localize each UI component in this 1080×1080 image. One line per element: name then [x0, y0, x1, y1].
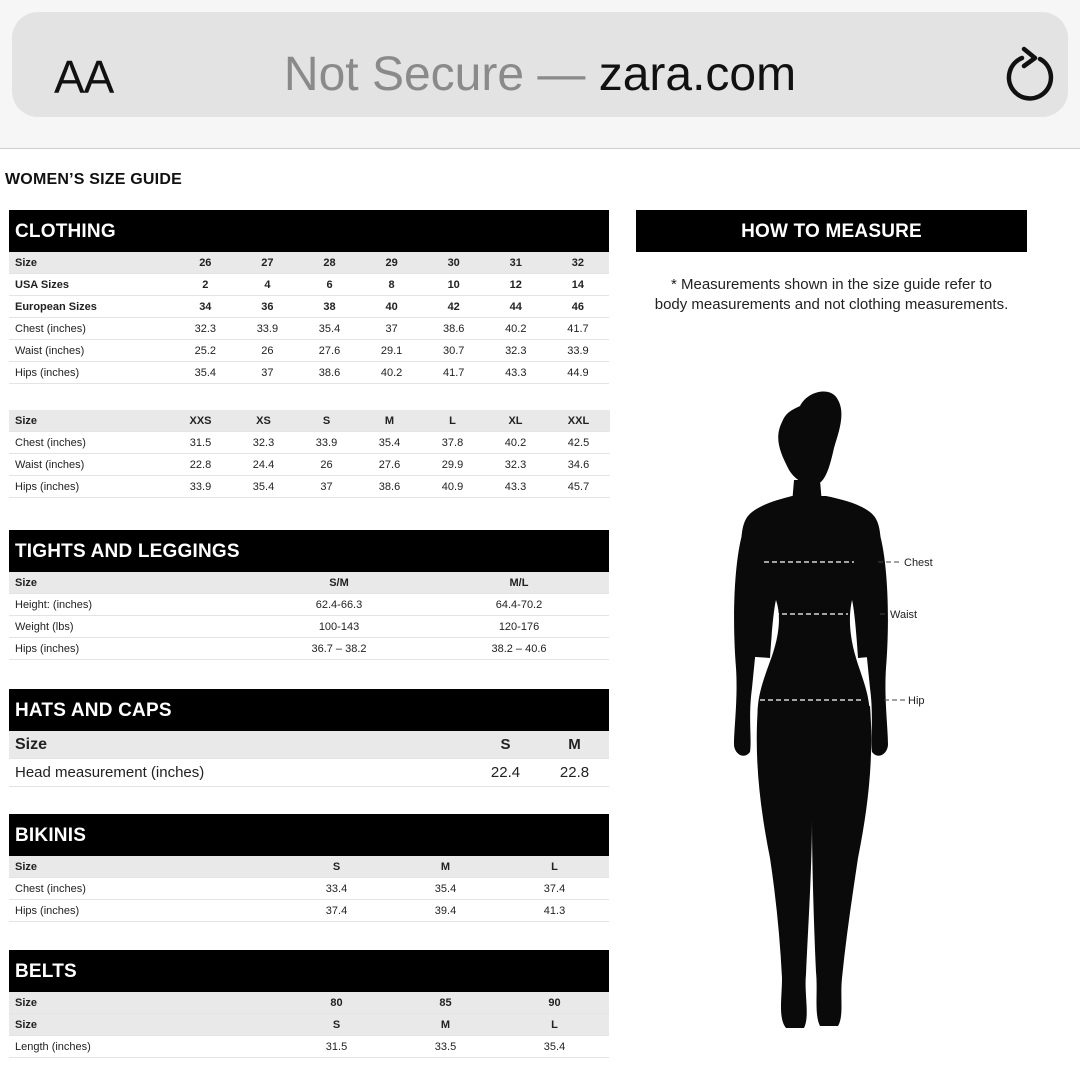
clothing-number-table [9, 252, 609, 384]
clothing-letter-table [9, 410, 610, 498]
url-display[interactable] [12, 47, 1068, 102]
row-label: Size [9, 731, 471, 759]
table-cell: 85 [391, 992, 500, 1014]
table-cell: 26 [236, 340, 298, 362]
row-label: Waist (inches) [9, 454, 169, 476]
table-cell: M [391, 856, 500, 878]
table-cell: 37 [236, 362, 298, 384]
row-label: Head measurement (inches) [9, 759, 471, 787]
table-cell: 36 [236, 296, 298, 318]
measurement-note: * Measurements shown in the size guide refer to body measurements and not clothing measurements. [654, 276, 1009, 313]
table-cell: 33.9 [295, 432, 358, 454]
table-cell: 32.3 [232, 432, 295, 454]
row-label: Hips (inches) [9, 362, 174, 384]
table-cell: 40.2 [361, 362, 423, 384]
table-cell: 80 [282, 992, 391, 1014]
table-cell: L [500, 856, 609, 878]
text-size-button[interactable]: AA [54, 51, 114, 103]
table-row [9, 296, 609, 318]
table-cell: 22.8 [169, 454, 232, 476]
table-cell: 32.3 [174, 318, 236, 340]
row-label: Hips (inches) [9, 900, 282, 922]
table-cell: 38.2 – 40.6 [429, 638, 609, 660]
table-row [9, 1014, 609, 1036]
table-cell: 35.4 [358, 432, 421, 454]
row-label: USA Sizes [9, 274, 174, 296]
table-cell: 33.9 [547, 340, 609, 362]
table-cell: 24.4 [232, 454, 295, 476]
table-cell: XL [484, 410, 547, 432]
belts-section [9, 950, 609, 1058]
table-row [9, 759, 609, 787]
chest-label: Chest [904, 557, 933, 569]
table-cell: 10 [423, 274, 485, 296]
hip-label: Hip [908, 695, 925, 707]
table-cell: XXS [169, 410, 232, 432]
table-row [9, 476, 610, 498]
table-cell: 31.5 [282, 1036, 391, 1058]
table-row [9, 616, 609, 638]
table-cell: 41.7 [423, 362, 485, 384]
table-cell: 29 [361, 252, 423, 274]
table-row [9, 878, 609, 900]
bikinis-table [9, 856, 609, 922]
table-cell: 33.9 [236, 318, 298, 340]
hats-section [9, 689, 609, 787]
table-cell: XS [232, 410, 295, 432]
table-row [9, 638, 609, 660]
row-label: Chest (inches) [9, 432, 169, 454]
table-cell: 43.3 [484, 476, 547, 498]
row-label: Size [9, 410, 169, 432]
address-bar[interactable] [12, 12, 1068, 117]
table-cell: M/L [429, 572, 609, 594]
body-silhouette-figure [730, 388, 960, 1033]
table-cell: 35.4 [174, 362, 236, 384]
table-row [9, 340, 609, 362]
table-cell: 6 [298, 274, 360, 296]
table-cell: 100-143 [249, 616, 429, 638]
row-label: European Sizes [9, 296, 174, 318]
row-label: Chest (inches) [9, 318, 174, 340]
row-label: Length (inches) [9, 1036, 282, 1058]
table-cell: 41.3 [500, 900, 609, 922]
table-cell: 38.6 [423, 318, 485, 340]
bikinis-header: BIKINIS [9, 814, 609, 856]
table-cell: 33.9 [169, 476, 232, 498]
table-cell: 31 [485, 252, 547, 274]
table-cell: L [421, 410, 484, 432]
table-cell: M [540, 731, 609, 759]
reload-icon[interactable] [1002, 46, 1058, 106]
table-cell: 4 [236, 274, 298, 296]
table-cell: S [471, 731, 540, 759]
table-cell: 22.4 [471, 759, 540, 787]
table-cell: 44.9 [547, 362, 609, 384]
table-cell: 32.3 [484, 454, 547, 476]
table-cell: 29.1 [361, 340, 423, 362]
table-cell: 29.9 [421, 454, 484, 476]
table-row [9, 274, 609, 296]
silhouette-icon [734, 391, 888, 1028]
table-cell: 35.4 [391, 878, 500, 900]
table-cell: 40.9 [421, 476, 484, 498]
table-cell: 37.4 [500, 878, 609, 900]
table-cell: S [295, 410, 358, 432]
table-cell: 32.3 [485, 340, 547, 362]
clothing-header: CLOTHING [9, 210, 609, 252]
table-cell: 33.4 [282, 878, 391, 900]
table-row [9, 572, 609, 594]
table-cell: 12 [485, 274, 547, 296]
table-cell: 28 [298, 252, 360, 274]
table-cell: 25.2 [174, 340, 236, 362]
table-cell: 33.5 [391, 1036, 500, 1058]
table-cell: M [358, 410, 421, 432]
table-row [9, 252, 609, 274]
table-cell: 90 [500, 992, 609, 1014]
table-cell: L [500, 1014, 609, 1036]
tights-section [9, 530, 609, 660]
table-cell: 30.7 [423, 340, 485, 362]
table-row [9, 1036, 609, 1058]
table-cell: 2 [174, 274, 236, 296]
row-label: Size [9, 572, 249, 594]
table-row [9, 992, 609, 1014]
row-label: Size [9, 856, 282, 878]
clothing-section [9, 210, 609, 498]
domain-label: zara.com [598, 48, 797, 101]
row-label: Size [9, 252, 174, 274]
row-label: Hips (inches) [9, 476, 169, 498]
table-row [9, 594, 609, 616]
tights-table [9, 572, 609, 660]
table-row [9, 432, 610, 454]
table-cell: 31.5 [169, 432, 232, 454]
table-cell: 37 [361, 318, 423, 340]
table-row [9, 410, 610, 432]
table-row [9, 856, 609, 878]
table-cell: 41.7 [547, 318, 609, 340]
table-cell: XXL [547, 410, 610, 432]
tights-header: TIGHTS AND LEGGINGS [9, 530, 609, 572]
belts-table [9, 992, 609, 1058]
table-cell: 37.4 [282, 900, 391, 922]
table-cell: 37.8 [421, 432, 484, 454]
hats-table [9, 731, 609, 787]
row-label: Size [9, 1014, 282, 1036]
table-cell: 34.6 [547, 454, 610, 476]
how-to-measure-section [636, 210, 1027, 315]
page-title: WOMEN’S SIZE GUIDE [5, 171, 182, 188]
row-label: Chest (inches) [9, 878, 282, 900]
row-label: Size [9, 992, 282, 1014]
table-cell: 35.4 [298, 318, 360, 340]
table-cell: 37 [295, 476, 358, 498]
belts-header: BELTS [9, 950, 609, 992]
table-cell: 27 [236, 252, 298, 274]
table-cell: 14 [547, 274, 609, 296]
hats-header: HATS AND CAPS [9, 689, 609, 731]
table-cell: 30 [423, 252, 485, 274]
table-cell: 46 [547, 296, 609, 318]
table-cell: 39.4 [391, 900, 500, 922]
table-cell: S [282, 1014, 391, 1036]
table-cell: 45.7 [547, 476, 610, 498]
table-cell: 35.4 [500, 1036, 609, 1058]
table-row [9, 362, 609, 384]
row-label: Waist (inches) [9, 340, 174, 362]
row-label: Hips (inches) [9, 638, 249, 660]
security-label: Not Secure — [283, 48, 586, 101]
row-label: Height: (inches) [9, 594, 249, 616]
table-cell: 38.6 [298, 362, 360, 384]
waist-label: Waist [890, 609, 918, 621]
table-cell: 27.6 [358, 454, 421, 476]
table-cell: 27.6 [298, 340, 360, 362]
table-cell: 32 [547, 252, 609, 274]
table-row [9, 900, 609, 922]
how-to-measure-header: HOW TO MEASURE [636, 210, 1027, 252]
table-row [9, 731, 609, 759]
table-row [9, 454, 610, 476]
table-cell: 62.4-66.3 [249, 594, 429, 616]
table-cell: 40 [361, 296, 423, 318]
table-cell: 120-176 [429, 616, 609, 638]
table-cell: 35.4 [232, 476, 295, 498]
table-cell: 42.5 [547, 432, 610, 454]
table-cell: 43.3 [485, 362, 547, 384]
table-cell: S/M [249, 572, 429, 594]
table-cell: 26 [174, 252, 236, 274]
table-cell: 34 [174, 296, 236, 318]
bikinis-section [9, 814, 609, 922]
table-cell: 22.8 [540, 759, 609, 787]
table-cell: M [391, 1014, 500, 1036]
browser-toolbar [0, 0, 1080, 149]
table-cell: 40.2 [485, 318, 547, 340]
table-cell: 44 [485, 296, 547, 318]
table-cell: 64.4-70.2 [429, 594, 609, 616]
row-label: Weight (lbs) [9, 616, 249, 638]
table-cell: 38.6 [358, 476, 421, 498]
table-cell: 42 [423, 296, 485, 318]
table-cell: 36.7 – 38.2 [249, 638, 429, 660]
table-cell: 40.2 [484, 432, 547, 454]
table-cell: S [282, 856, 391, 878]
table-cell: 26 [295, 454, 358, 476]
table-row [9, 318, 609, 340]
table-cell: 38 [298, 296, 360, 318]
table-cell: 8 [361, 274, 423, 296]
